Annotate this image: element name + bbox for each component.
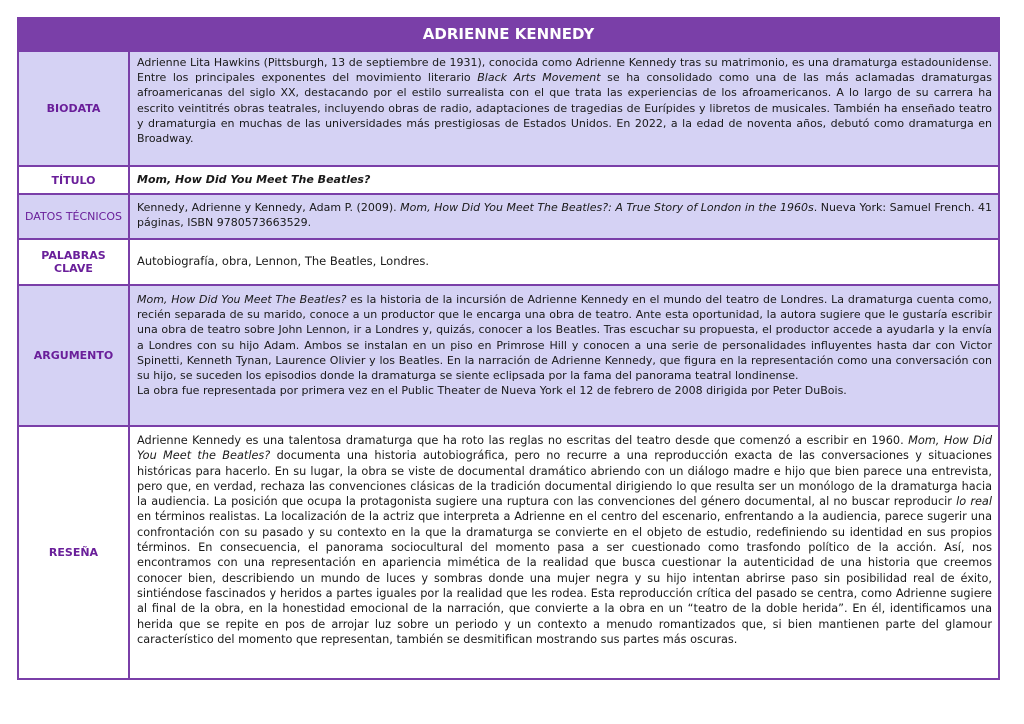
- row-biodata: [19, 50, 998, 165]
- review-sheet: [17, 17, 1000, 680]
- label-argumento: ARGUMENTO: [19, 286, 130, 425]
- biodata-text: Adrienne Lita Hawkins (Pittsburgh, 13 de septiembre de 1931), conocida como Adrienne Kennedy tras su matrimonio, es una dramaturga estadounidense. Entre los principales exponentes del movimiento literario Black Arts Movement se ha consolidado como una de las más aclamadas dramaturgas afroamericanas del siglo XX, destacando por el estilo surrealista con el que trata las experiencias de los afroamericanos. A lo largo de su carrera ha escrito veintitrés obras teatrales, incluyendo obras de radio, adaptaciones de tragedias de Eurípides y libretos de musicales. También ha enseñado teatro y dramaturgia en muchas de las universidades más prestigiosas de Estados Unidos. En 2022, a la edad de noventa años, debutó como dramaturga en Broadway.: [130, 52, 998, 165]
- label-resena: RESEÑA: [19, 427, 130, 678]
- palabras-text: Autobiografía, obra, Lennon, The Beatles, Londres.: [130, 240, 998, 284]
- row-titulo: [19, 165, 998, 193]
- label-palabras: PALABRAS CLAVE: [19, 240, 130, 284]
- row-argumento: [19, 284, 998, 425]
- row-palabras: [19, 238, 998, 284]
- label-datos: DATOS TÉCNICOS: [19, 195, 130, 238]
- resena-text: Adrienne Kennedy es una talentosa dramaturga que ha roto las reglas no escritas del teatro desde que comenzó a escribir en 1960. Mom, How Did You Meet the Beatles? documenta una historia autobiográfica, pero no recurre a una reproducción exacta de las conversaciones y situaciones históricas para hacerlo. En su lugar, la obra se viste de documental dramático abriendo con un diálogo madre e hijo que bien parece una entrevista, pero que, en verdad, rechaza las convenciones clásicas de la tradición documental dirigiendo lo que resulta ser un monólogo de la dramaturga hacia la audiencia. La posición que ocupa la protagonista sugiere una ruptura con las convenciones del género documental, al no buscar reproducir lo real en términos realistas. La localización de la actriz que interpreta a Adrienne en el centro del escenario, enfrentando a la audiencia, parece sugerir una confrontación con su pasado y su contexto en la que la dramaturga se convierte en el objeto de estudio, redefiniendo su identidad en sus propios términos. En consecuencia, el panorama sociocultural del momento pasa a ser cuestionado como trasfondo político de la acción. Así, nos encontramos con una representación en apariencia mimética de la realidad que busca cuestionar la autenticidad de una historia que creemos conocer bien, describiendo un mundo de luces y sombras donde una mujer negra y su hijo intentan abrirse paso sin posibilidad real de éxito, sintiéndose fascinados y heridos a partes iguales por la realidad que les rodea. Esta reproducción crítica del pasado se centra, como Adrienne sugiere al final de la obra, en la honestidad emocional de la narración, que convierte a la obra en un “teatro de la doble herida”. En él, identificamos una herida que se repite en pos de arrojar luz sobre un periodo y un contexto a menudo romantizados que, si bien mantienen parte del glamour característico del momento que representan, también se desmitifican mostrando sus partes más oscuras.: [130, 427, 998, 678]
- row-resena: [19, 425, 998, 678]
- label-biodata: BIODATA: [19, 52, 130, 165]
- datos-text: Kennedy, Adrienne y Kennedy, Adam P. (2009). Mom, How Did You Meet The Beatles?: A True Story of London in the 1960s. Nueva York: Samuel French. 41 páginas, ISBN 9780573663529.: [130, 195, 998, 238]
- sheet-title: ADRIENNE KENNEDY: [19, 19, 998, 50]
- label-titulo: TÍTULO: [19, 167, 130, 193]
- argumento-text: Mom, How Did You Meet The Beatles? es la historia de la incursión de Adrienne Kennedy en el mundo del teatro de Londres. La dramaturga cuenta como, recién separada de su marido, conoce a un productor que le encarga una obra de teatro. Ante esta oportunidad, la autora sugiere que le gustaría escribir una obra de teatro sobre John Lennon, ir a Londres y, quizás, conocer a los Beatles. Tras escuchar su propuesta, el productor accede a ayudarla y la envía a Londres con su hijo Adam. Ambos se instalan en un piso en Primrose Hill y conocen a una serie de personalidades influyentes hasta dar con Victor Spinetti, Kenneth Tynan, Laurence Olivier y los Beatles. En la narración de Adrienne Kennedy, que figura en la representación como una conversación con su hijo, se suceden los episodios donde la dramaturga se siente eclipsada por la fama del panorama teatral londinense. La obra fue representada por primera vez en el Public Theater de Nueva York el 12 de febrero de 2008 dirigida por Peter DuBois.: [130, 286, 998, 425]
- titulo-text: Mom, How Did You Meet The Beatles?: [130, 167, 998, 193]
- row-datos: [19, 193, 998, 238]
